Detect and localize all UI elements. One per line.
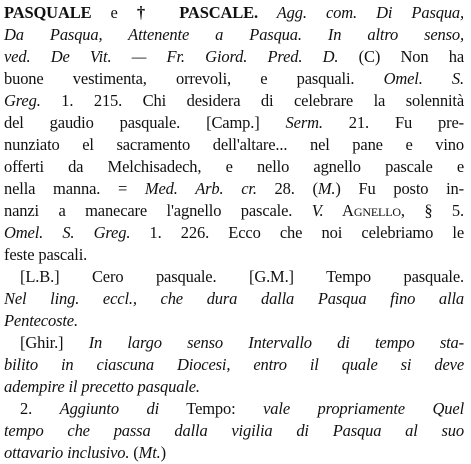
text-run: Med. Arb. cr. <box>144 179 257 198</box>
text-run: vale propriamente Quel <box>263 399 465 418</box>
entry-line <box>4 354 464 376</box>
text-run: 1. 226. Ecco che noi celebriamo le <box>130 223 465 242</box>
text-run: ved. De Vit. — Fr. Giord. Pred. D. <box>4 47 339 66</box>
entry-line <box>4 134 464 156</box>
text-run: Nel ling. eccl., che dura dalla Pasqua fino alla <box>4 289 464 308</box>
text-run: nella manna. = <box>4 179 145 198</box>
text-run: 21. Fu pre- <box>322 113 464 132</box>
entry-line <box>4 310 464 332</box>
text-run: In largo senso Intervallo di tempo sta- <box>88 333 464 352</box>
text-run: Omel. S. <box>383 69 465 88</box>
text-run: PASQUALE <box>4 3 92 22</box>
text-run: 28. ( <box>256 179 318 198</box>
text-run: buone vestimenta, orrevoli, e pasquali. <box>4 69 384 88</box>
entry-line <box>4 200 464 222</box>
text-run: Pentecoste. <box>4 311 78 330</box>
entry-line <box>4 112 464 134</box>
entry-line <box>4 442 464 464</box>
entry-line <box>4 178 464 200</box>
text-run: † PASCALE. <box>136 3 258 22</box>
text-run: Omel. S. Greg. <box>4 223 131 242</box>
text-run: e <box>91 3 137 22</box>
entry-line <box>4 24 464 46</box>
text-run: Tempo: <box>159 399 264 418</box>
text-run: Agg. com. Di Pasqua, <box>257 3 465 22</box>
text-run: [L.B.] Cero pasquale. [G.M.] Tempo pasquale. <box>20 267 464 286</box>
entry-line <box>4 420 464 442</box>
text-run: offerti da Melchisadech, e nello agnello pascale e <box>4 157 464 176</box>
text-run: nunziato el sacramento dell'altare... nel pane e vino <box>4 135 464 154</box>
text-run: V. <box>311 201 324 220</box>
text-run: [Ghir.] <box>20 333 89 352</box>
text-run: M. <box>317 179 336 198</box>
text-run: (C) Non ha <box>338 47 464 66</box>
entry-line <box>20 332 464 354</box>
entry-line <box>4 2 464 24</box>
text-run: , § 5. <box>400 201 464 220</box>
entry-line <box>4 222 464 244</box>
text-run: ( <box>129 443 139 462</box>
text-run: Greg. <box>4 91 41 110</box>
entry-line <box>4 376 464 398</box>
text-run: Aggiunto di <box>59 399 160 418</box>
entry-line <box>4 46 464 68</box>
entry-line <box>4 90 464 112</box>
text-run: 1. 215. Chi desidera di celebrare la solennità <box>40 91 464 110</box>
text-run: Da Pasqua, Attenente a Pasqua. In altro senso, <box>4 25 464 44</box>
text-run: ) <box>160 443 167 462</box>
text-run: 2. <box>20 399 60 418</box>
text-run: nanzi a manecare l'agnello pascale. <box>4 201 312 220</box>
text-run: feste pascali. <box>4 245 88 264</box>
entry-line <box>4 288 464 310</box>
text-run: ottavario inclusivo. <box>4 443 130 462</box>
text-run: tempo che passa dalla vigilia di Pasqua al suo <box>4 421 464 440</box>
text-run: Serm. <box>285 113 323 132</box>
entry-line <box>20 266 464 288</box>
text-run: Agnello <box>323 201 401 220</box>
entry-line <box>20 398 464 420</box>
entry-line <box>4 156 464 178</box>
entry-line <box>4 244 464 266</box>
text-run: Mt. <box>138 443 161 462</box>
text-run: bilito in ciascuna Diocesi, entro il quale si deve <box>4 355 464 374</box>
entry-line <box>4 68 464 90</box>
text-run: del gaudio pasquale. [Camp.] <box>4 113 286 132</box>
text-run: ) Fu posto in- <box>335 179 464 198</box>
text-run: adempire il precetto pasquale. <box>4 377 200 396</box>
